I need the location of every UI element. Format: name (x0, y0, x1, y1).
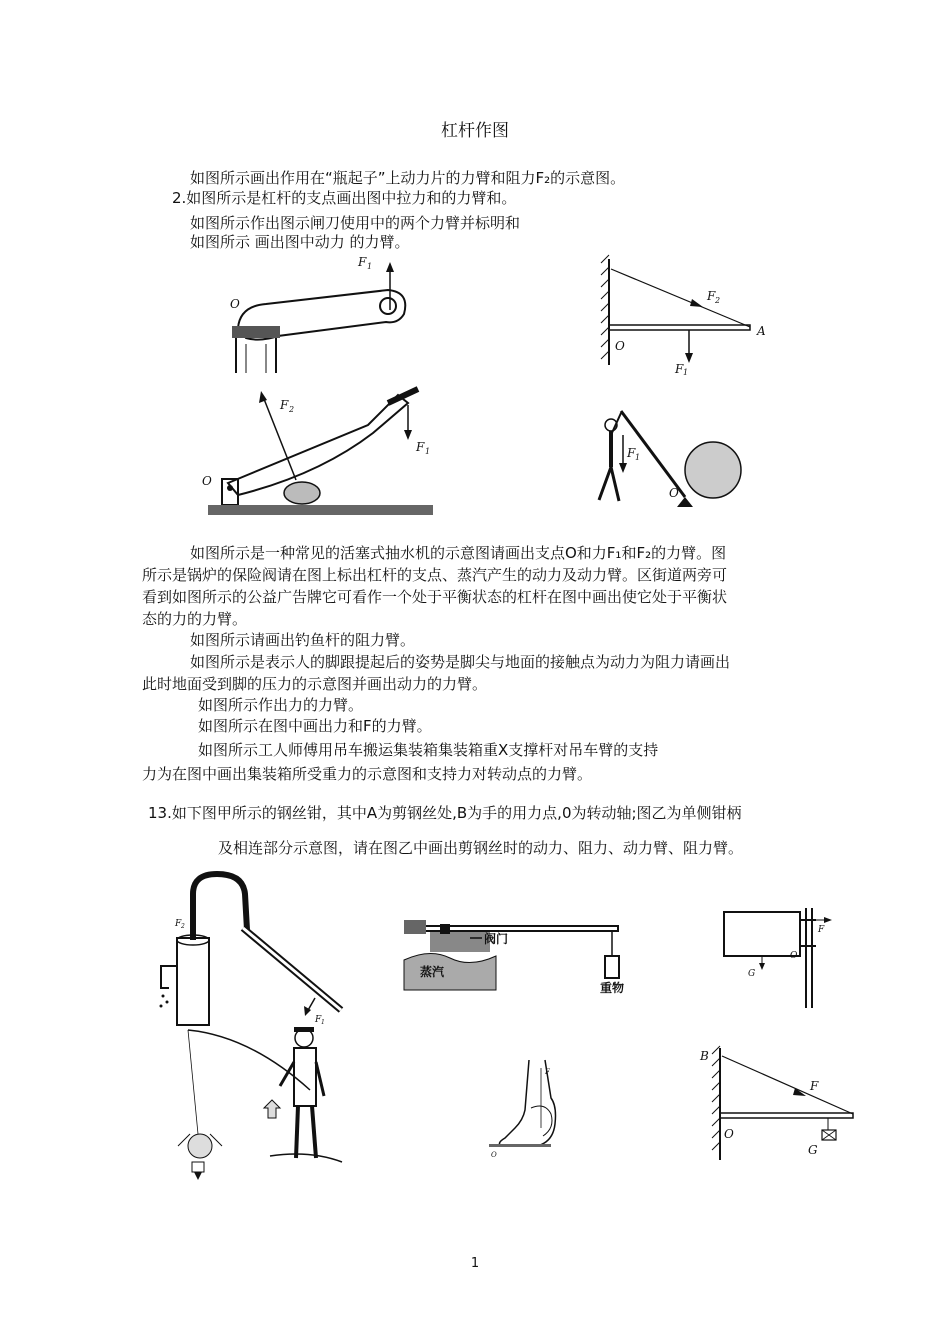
question-11: 如图所示工人师傅用吊车搬运集装箱集装箱重X支撑杆对吊车臂的支持 (198, 741, 659, 759)
question-8: 如图所示是表示人的脚跟提起后的姿势是脚尖与地面的接触点为动力为阻力请画出 (190, 653, 731, 671)
man-stone-figure (585, 405, 745, 510)
billboard-g-label: G (748, 969, 756, 979)
svg-text:1: 1 (425, 447, 431, 456)
weight-label: 重物 (600, 981, 625, 995)
crane-o-label: O (724, 1127, 734, 1141)
knife-f1-label: F (416, 440, 425, 454)
question-4: 如图所示 画出图中动力 的力臂。 (190, 233, 410, 251)
page-title: 杠杆作图 (441, 121, 509, 141)
fishing-figure (160, 1022, 355, 1187)
safety-valve-figure (400, 910, 635, 1000)
svg-text:1: 1 (367, 262, 373, 271)
bottle-opener-figure (218, 248, 418, 373)
question-7: 如图所示请画出钓鱼杆的阻力臂。 (190, 631, 416, 649)
billboard-o-label: O (790, 951, 798, 961)
question-1: 如图所示画出作用在“瓶起子”上动力片的力臂和阻力F₂的示意图。 (190, 169, 626, 187)
opener-f1-label: F (358, 255, 367, 269)
man-o-label: O (669, 486, 679, 500)
knife-f2-label: F (280, 398, 289, 412)
foot-o-label: O (491, 1151, 497, 1159)
question-10: 如图所示在图中画出力和F的力臂。 (198, 717, 432, 735)
foot-figure (485, 1058, 575, 1158)
wall-f2-label: F (707, 289, 716, 303)
svg-text:1: 1 (635, 453, 641, 462)
question-13: 13.如下图甲所示的钢丝钳，其中A为剪钢丝处,B为手的用力点,0为转动轴;图乙为单侧钳柄 (148, 804, 742, 822)
question-6: 看到如图所示的公益广告牌它可看作一个处于平衡状态的杠杆在图中画出使它处于平衡状 (142, 588, 728, 606)
crane-f-label: F (810, 1079, 819, 1093)
pump-f1-label: F (315, 1015, 322, 1025)
svg-text:2: 2 (181, 923, 185, 930)
page-number: 1 (470, 1256, 480, 1271)
question-6-line2: 态的力的力臂。 (142, 610, 248, 628)
pump-figure (155, 870, 355, 1025)
billboard-figure (718, 900, 833, 1012)
wall-lever-figure (595, 255, 780, 375)
knife-cutter-figure (198, 385, 443, 520)
svg-text:2: 2 (715, 296, 721, 305)
wall-f1-label: F (675, 362, 684, 376)
foot-f-label: F (545, 1068, 550, 1076)
question-9: 如图所示作出力的力臂。 (198, 696, 364, 714)
billboard-f-label: F (818, 925, 825, 935)
opener-o-label: O (230, 297, 240, 311)
crane-b-label: B (700, 1049, 709, 1063)
question-13-line2: 及相连部分示意图，请在图乙中画出剪钢丝时的动力、阻力、动力臂、阻力臂。 (218, 839, 744, 857)
wall-o-label: O (615, 339, 625, 353)
knife-o-label: O (202, 474, 212, 488)
svg-text:2: 2 (289, 405, 295, 414)
question-3: 如图所示作出图示闸刀使用中的两个力臂并标明和 (190, 214, 521, 232)
question-5: 如图所示是一种常见的活塞式抽水机的示意图请画出支点O和力F₁和F₂的力臂。图 (190, 544, 727, 562)
crane-g-label: G (808, 1143, 818, 1157)
pump-f2-label: F (175, 919, 182, 929)
man-f1-label: F (627, 446, 636, 460)
question-5-line2: 所示是锅炉的保险阀请在图上标出杠杆的支点、蒸汽产生的动力及动力臂。区街道两旁可 (142, 566, 728, 584)
valve-label: 阀门 (484, 932, 509, 946)
question-11-line2: 力为在图中画出集装箱所受重力的示意图和支持力对转动点的力臂。 (142, 765, 593, 783)
crane-figure (698, 1044, 868, 1164)
wall-a-label: A (757, 324, 766, 338)
svg-text:1: 1 (321, 1019, 325, 1026)
question-2: 2.如图所示是杠杆的支点画出图中拉力和的力臂和。 (172, 189, 517, 207)
svg-text:1: 1 (683, 368, 689, 377)
question-8-line2: 此时地面受到脚的压力的示意图并画出动力的力臂。 (142, 675, 488, 693)
steam-label: 蒸汽 (420, 965, 445, 979)
